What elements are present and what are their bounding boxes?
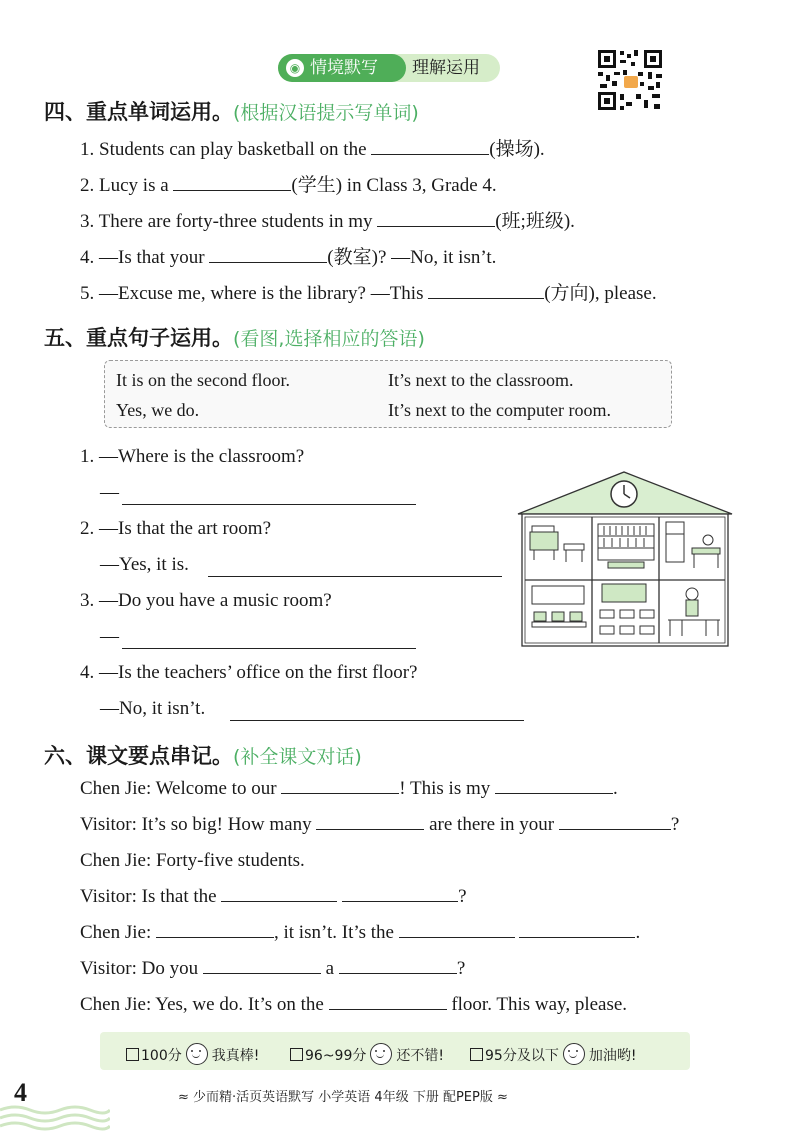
s5-answer-line-1[interactable] xyxy=(122,503,416,505)
page-number: 4 xyxy=(14,1078,27,1107)
section5-hint: (看图,选择相应的答语) xyxy=(233,328,425,350)
s6-blank-2b[interactable] xyxy=(559,828,671,830)
section4-hint: (根据汉语提示写单词) xyxy=(233,102,419,124)
s6-blank-4a[interactable] xyxy=(221,900,337,902)
s6-line-6: Visitor: Do you a ? xyxy=(80,958,466,979)
s5-question-2: 2. —Is that the art room? xyxy=(80,518,272,539)
s4-blank-5[interactable] xyxy=(428,297,544,299)
s6-blank-2a[interactable] xyxy=(316,828,424,830)
s5-question-3: 3. —Do you have a music room? xyxy=(80,590,332,611)
s6-blank-6a[interactable] xyxy=(203,972,321,974)
section4-title: 四、重点单词运用。(根据汉语提示写单词) xyxy=(44,100,419,124)
s6-line-2: Visitor: It’s so big! How many are there in your ? xyxy=(80,814,680,835)
checkbox-icon[interactable] xyxy=(290,1048,303,1061)
footer-text: ≈ 少而精·活页英语默写 小学英语 4年级 下册 配PEP版 ≈ xyxy=(178,1090,508,1105)
smiley-face-icon xyxy=(370,1043,392,1065)
school-building-illustration xyxy=(516,470,736,650)
s4-blank-4[interactable] xyxy=(209,261,327,263)
score-option-3: 95分及以下 加油哟! xyxy=(470,1043,636,1065)
header-tag-left: ◉ 情境默写 xyxy=(278,54,406,82)
s4-blank-1[interactable] xyxy=(371,153,489,155)
score-option-2: 96~99分 还不错! xyxy=(290,1043,444,1065)
s6-line-3: Chen Jie: Forty-five students. xyxy=(80,850,305,871)
camera-icon: ◉ xyxy=(286,59,304,77)
s4-item-4: 4. —Is that your (教室)? —No, it isn’t. xyxy=(80,247,497,268)
option-3: Yes, we do. xyxy=(116,400,200,420)
s4-item-1: 1. Students can play basketball on the (操场). xyxy=(80,139,545,160)
s5-answer-3: — xyxy=(100,626,119,647)
wave-icon: ≈ xyxy=(492,1090,508,1105)
s4-item-5: 5. —Excuse me, where is the library? —This (方向), please. xyxy=(80,283,657,304)
option-2: It’s next to the classroom. xyxy=(388,370,574,390)
s5-answer-line-2[interactable] xyxy=(208,575,502,577)
s6-blank-1a[interactable] xyxy=(281,792,399,794)
section6-hint: (补全课文对话) xyxy=(233,746,362,768)
s6-blank-5b[interactable] xyxy=(399,936,515,938)
s6-blank-5c[interactable] xyxy=(519,936,635,938)
s6-line-1: Chen Jie: Welcome to our ! This is my . xyxy=(80,778,618,799)
wave-icon: ≈ xyxy=(178,1090,194,1105)
s6-blank-1b[interactable] xyxy=(495,792,613,794)
option-4: It’s next to the computer room. xyxy=(388,400,611,420)
s5-question-1: 1. —Where is the classroom? xyxy=(80,446,305,467)
section6-title: 六、课文要点串记。(补全课文对话) xyxy=(44,744,362,768)
s6-blank-7a[interactable] xyxy=(329,1008,447,1010)
s6-line-4: Visitor: Is that the ? xyxy=(80,886,467,907)
s4-blank-3[interactable] xyxy=(377,225,495,227)
score-option-1: 100分 我真棒! xyxy=(126,1043,259,1065)
qr-code[interactable] xyxy=(596,48,664,112)
option-1: It is on the second floor. xyxy=(116,370,290,390)
s4-item-2: 2. Lucy is a (学生) in Class 3, Grade 4. xyxy=(80,175,497,196)
header-tag-right: 理解运用 xyxy=(412,58,480,78)
s5-answer-line-4[interactable] xyxy=(230,719,524,721)
checkbox-icon[interactable] xyxy=(126,1048,139,1061)
s4-blank-2[interactable] xyxy=(173,189,291,191)
section5-title: 五、重点句子运用。(看图,选择相应的答语) xyxy=(44,326,425,350)
s5-answer-1: — xyxy=(100,482,119,503)
s5-question-4: 4. —Is the teachers’ office on the first floor? xyxy=(80,662,418,683)
checkbox-icon[interactable] xyxy=(470,1048,483,1061)
smiley-face-icon xyxy=(563,1043,585,1065)
s5-answer-line-3[interactable] xyxy=(122,647,416,649)
s6-blank-6b[interactable] xyxy=(339,972,457,974)
smiley-face-icon xyxy=(186,1043,208,1065)
s6-line-7: Chen Jie: Yes, we do. It’s on the floor. This way, please. xyxy=(80,994,628,1015)
s5-answer-2: —Yes, it is. xyxy=(100,554,189,575)
s6-blank-4b[interactable] xyxy=(342,900,458,902)
s5-answer-4: —No, it isn’t. xyxy=(100,698,206,719)
s4-item-3: 3. There are forty-three students in my (班;班级). xyxy=(80,211,575,232)
s6-blank-5a[interactable] xyxy=(156,936,274,938)
s6-line-5: Chen Jie: , it isn’t. It’s the . xyxy=(80,922,641,943)
